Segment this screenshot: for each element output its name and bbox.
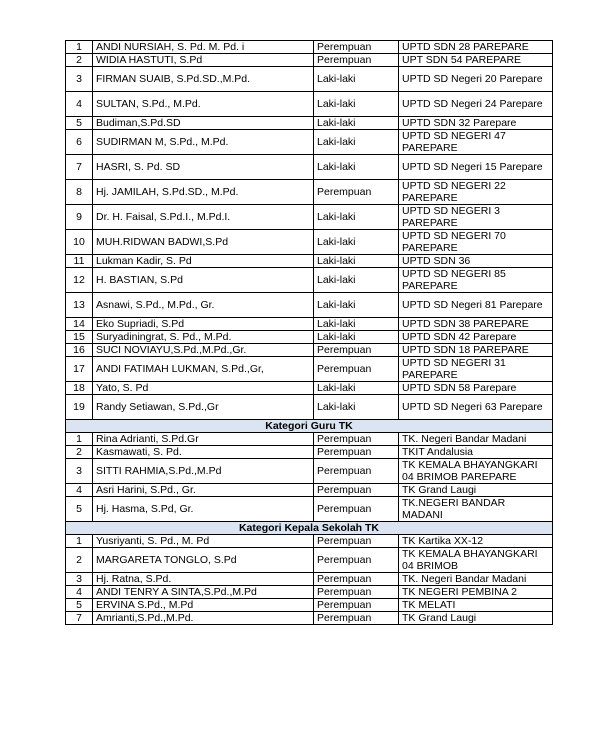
name-cell: SUCI NOVIAYU,S.Pd.,M.Pd.,Gr. (93, 344, 314, 357)
name-cell: Yusriyanti, S. Pd., M. Pd (93, 535, 314, 548)
gender-cell: Perempuan (314, 180, 399, 205)
table-row (66, 318, 553, 331)
name-cell: Hj. Ratna, S.Pd. (93, 573, 314, 586)
school-cell: UPTD SDN 38 PAREPARE (399, 318, 553, 331)
name-cell: SULTAN, S.Pd., M.Pd. (93, 92, 314, 117)
table-row (66, 180, 553, 205)
name-cell: Amrianti,S.Pd.,M.Pd. (93, 612, 314, 625)
table-row (66, 205, 553, 230)
row-number-cell: 19 (66, 395, 93, 420)
row-number-cell: 2 (66, 446, 93, 459)
name-cell: Eko Supriadi, S.Pd (93, 318, 314, 331)
name-cell: SUDIRMAN M, S.Pd., M.Pd. (93, 130, 314, 155)
table-row (66, 599, 553, 612)
table-row (66, 130, 553, 155)
name-cell: ANDI FATIMAH LUKMAN, S.Pd.,Gr, (93, 357, 314, 382)
gender-cell: Laki-laki (314, 293, 399, 318)
name-cell: Dr. H. Faisal, S.Pd.I., M.Pd.I. (93, 205, 314, 230)
school-cell: UPTD SD Negeri 20 Parepare (399, 67, 553, 92)
row-number-cell: 17 (66, 357, 93, 382)
gender-cell: Perempuan (314, 497, 399, 522)
gender-cell: Perempuan (314, 573, 399, 586)
table-row (66, 255, 553, 268)
name-cell: WIDIA HASTUTI, S.Pd (93, 54, 314, 67)
row-number-cell: 9 (66, 205, 93, 230)
gender-cell: Perempuan (314, 357, 399, 382)
name-cell: ERVINA S.Pd., M.Pd (93, 599, 314, 612)
school-cell: TK.NEGERI BANDAR MADANI (399, 497, 553, 522)
gender-cell: Perempuan (314, 586, 399, 599)
row-number-cell: 5 (66, 497, 93, 522)
category-header-row (66, 522, 553, 535)
row-number-cell: 8 (66, 180, 93, 205)
school-cell: UPTD SD Negeri 63 Parepare (399, 395, 553, 420)
table-row (66, 535, 553, 548)
table-row (66, 67, 553, 92)
row-number-cell: 2 (66, 54, 93, 67)
gender-cell: Laki-laki (314, 268, 399, 293)
table-row (66, 92, 553, 117)
school-cell: TKIT Andalusia (399, 446, 553, 459)
school-cell: UPTD SDN 32 Parepare (399, 117, 553, 130)
name-cell: Hj. JAMILAH, S.Pd.SD., M.Pd. (93, 180, 314, 205)
row-number-cell: 14 (66, 318, 93, 331)
table-row (66, 41, 553, 54)
name-cell: Asri Harini, S.Pd., Gr. (93, 484, 314, 497)
gender-cell: Perempuan (314, 535, 399, 548)
row-number-cell: 1 (66, 433, 93, 446)
row-number-cell: 12 (66, 268, 93, 293)
school-cell: UPTD SD Negeri 24 Parepare (399, 92, 553, 117)
school-cell: UPTD SD Negeri 15 Parepare (399, 155, 553, 180)
name-cell: Yato, S. Pd (93, 382, 314, 395)
table-row (66, 54, 553, 67)
row-number-cell: 1 (66, 41, 93, 54)
gender-cell: Perempuan (314, 433, 399, 446)
table-row (66, 268, 553, 293)
row-number-cell: 3 (66, 459, 93, 484)
table-row (66, 586, 553, 599)
gender-cell: Perempuan (314, 54, 399, 67)
school-cell: TK Kartika XX-12 (399, 535, 553, 548)
gender-cell: Laki-laki (314, 395, 399, 420)
gender-cell: Laki-laki (314, 382, 399, 395)
table-row (66, 155, 553, 180)
gender-cell: Laki-laki (314, 155, 399, 180)
gender-cell: Perempuan (314, 548, 399, 573)
row-number-cell: 5 (66, 599, 93, 612)
row-number-cell: 4 (66, 92, 93, 117)
school-cell: UPTD SD NEGERI 47 PAREPARE (399, 130, 553, 155)
gender-cell: Laki-laki (314, 318, 399, 331)
name-cell: Suryadiningrat, S. Pd., M.Pd. (93, 331, 314, 344)
row-number-cell: 3 (66, 67, 93, 92)
category-header-row (66, 420, 553, 433)
gender-cell: Laki-laki (314, 255, 399, 268)
row-number-cell: 13 (66, 293, 93, 318)
name-cell: Asnawi, S.Pd., M.Pd., Gr. (93, 293, 314, 318)
gender-cell: Perempuan (314, 459, 399, 484)
gender-cell: Laki-laki (314, 130, 399, 155)
row-number-cell: 16 (66, 344, 93, 357)
table-row (66, 117, 553, 130)
school-cell: TK KEMALA BHAYANGKARI 04 BRIMOB PAREPARE (399, 459, 553, 484)
school-cell: TK MELATI (399, 599, 553, 612)
table-row (66, 497, 553, 522)
gender-cell: Laki-laki (314, 205, 399, 230)
table-row (66, 230, 553, 255)
row-number-cell: 15 (66, 331, 93, 344)
name-cell: SITTI RAHMIA,S.Pd.,M.Pd (93, 459, 314, 484)
row-number-cell: 5 (66, 117, 93, 130)
table-row (66, 433, 553, 446)
name-cell: MUH.RIDWAN BADWI,S.Pd (93, 230, 314, 255)
name-cell: HASRI, S. Pd. SD (93, 155, 314, 180)
school-cell: TK Grand Laugi (399, 484, 553, 497)
row-number-cell: 4 (66, 586, 93, 599)
name-cell: Rina Adrianti, S.Pd.Gr (93, 433, 314, 446)
gender-cell: Laki-laki (314, 117, 399, 130)
school-cell: UPTD SD NEGERI 22 PAREPARE (399, 180, 553, 205)
row-number-cell: 2 (66, 548, 93, 573)
table-row (66, 382, 553, 395)
school-cell: UPTD SDN 36 (399, 255, 553, 268)
table-row (66, 331, 553, 344)
table-row (66, 459, 553, 484)
gender-cell: Laki-laki (314, 92, 399, 117)
gender-cell: Laki-laki (314, 230, 399, 255)
gender-cell: Perempuan (314, 41, 399, 54)
school-cell: UPTD SD NEGERI 31 PAREPARE (399, 357, 553, 382)
school-cell: TK. Negeri Bandar Madani (399, 433, 553, 446)
table-row (66, 612, 553, 625)
gender-cell: Perempuan (314, 344, 399, 357)
table-row (66, 357, 553, 382)
participant-table-body (66, 41, 553, 625)
row-number-cell: 1 (66, 535, 93, 548)
name-cell: Hj. Hasma, S.Pd, Gr. (93, 497, 314, 522)
name-cell: FIRMAN SUAIB, S.Pd.SD.,M.Pd. (93, 67, 314, 92)
table-row (66, 446, 553, 459)
gender-cell: Perempuan (314, 484, 399, 497)
table-row (66, 548, 553, 573)
school-cell: UPTD SDN 42 Parepare (399, 331, 553, 344)
school-cell: UPTD SDN 28 PAREPARE (399, 41, 553, 54)
table-row (66, 573, 553, 586)
school-cell: UPTD SD NEGERI 3 PAREPARE (399, 205, 553, 230)
table-row (66, 484, 553, 497)
row-number-cell: 18 (66, 382, 93, 395)
row-number-cell: 4 (66, 484, 93, 497)
row-number-cell: 7 (66, 612, 93, 625)
category-title: Kategori Guru TK (66, 420, 553, 433)
table-row (66, 395, 553, 420)
school-cell: UPT SDN 54 PAREPARE (399, 54, 553, 67)
school-cell: TK NEGERI PEMBINA 2 (399, 586, 553, 599)
gender-cell: Laki-laki (314, 67, 399, 92)
gender-cell: Perempuan (314, 446, 399, 459)
row-number-cell: 3 (66, 573, 93, 586)
category-title: Kategori Kepala Sekolah TK (66, 522, 553, 535)
gender-cell: Perempuan (314, 612, 399, 625)
name-cell: Lukman Kadir, S. Pd (93, 255, 314, 268)
school-cell: UPTD SD Negeri 81 Parepare (399, 293, 553, 318)
school-cell: TK. Negeri Bandar Madani (399, 573, 553, 586)
name-cell: Budiman,S.Pd.SD (93, 117, 314, 130)
name-cell: Randy Setiawan, S.Pd.,Gr (93, 395, 314, 420)
participant-table (65, 40, 553, 625)
row-number-cell: 11 (66, 255, 93, 268)
name-cell: ANDI TENRY A SINTA,S.Pd.,M.Pd (93, 586, 314, 599)
row-number-cell: 10 (66, 230, 93, 255)
name-cell: Kasmawati, S. Pd. (93, 446, 314, 459)
row-number-cell: 6 (66, 130, 93, 155)
school-cell: TK Grand Laugi (399, 612, 553, 625)
school-cell: UPTD SD NEGERI 85 PAREPARE (399, 268, 553, 293)
table-row (66, 344, 553, 357)
name-cell: H. BASTIAN, S.Pd (93, 268, 314, 293)
school-cell: UPTD SDN 18 PAREPARE (399, 344, 553, 357)
row-number-cell: 7 (66, 155, 93, 180)
table-row (66, 293, 553, 318)
school-cell: UPTD SDN 58 Parepare (399, 382, 553, 395)
school-cell: TK KEMALA BHAYANGKARI 04 BRIMOB (399, 548, 553, 573)
name-cell: ANDI NURSIAH, S. Pd. M. Pd. i (93, 41, 314, 54)
name-cell: MARGARETA TONGLO, S.Pd (93, 548, 314, 573)
school-cell: UPTD SD NEGERI 70 PAREPARE (399, 230, 553, 255)
gender-cell: Perempuan (314, 599, 399, 612)
gender-cell: Laki-laki (314, 331, 399, 344)
